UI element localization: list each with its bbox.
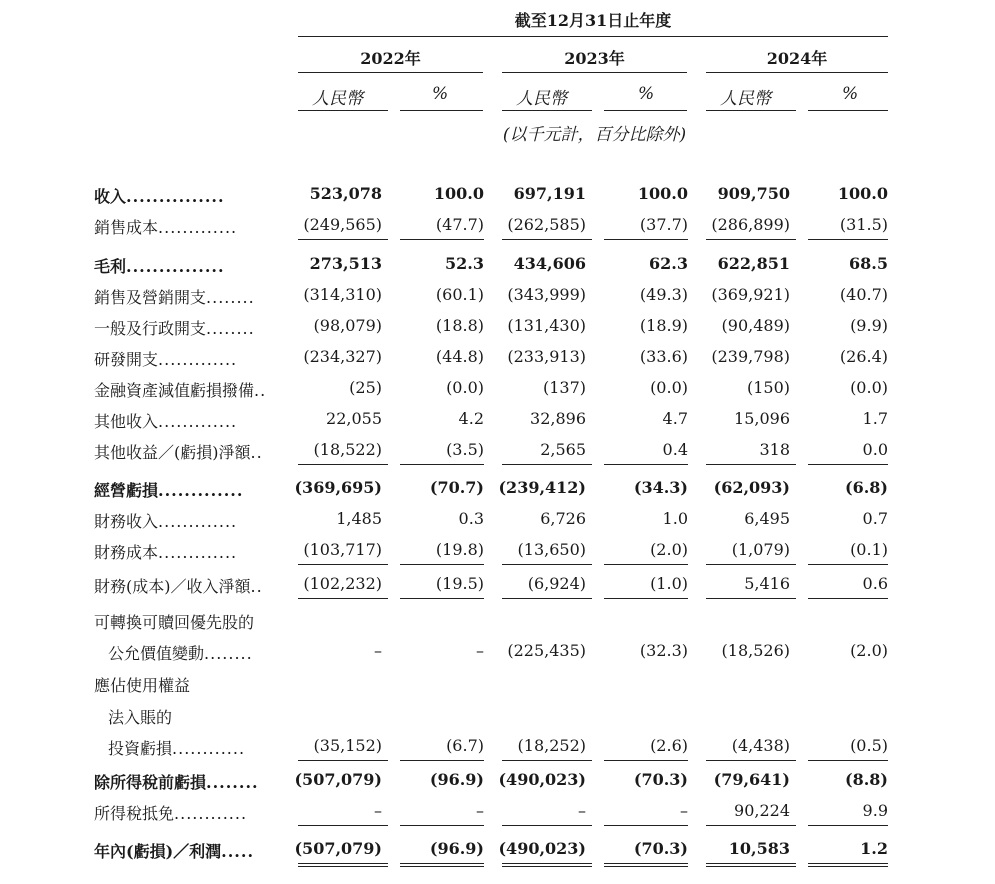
percent-cell: (19.5) — [435, 574, 484, 593]
percent-cell: (2.0) — [650, 540, 688, 559]
row-label-text: 財務(成本)／收入淨額 — [94, 577, 251, 596]
row-label-text: 其他收入 — [94, 412, 159, 431]
currency-2022: 人民幣 — [312, 89, 363, 109]
subtotal-underline — [400, 825, 484, 826]
amount-cell: 1,485 — [336, 509, 382, 528]
amount-cell: 697,191 — [513, 184, 586, 203]
amount-cell: (314,310) — [303, 285, 382, 304]
percent-cell: – — [476, 801, 484, 820]
row-label-text: 財務收入 — [94, 512, 159, 531]
percent-cell: (1.0) — [650, 574, 688, 593]
row-label — [108, 705, 172, 728]
leader-dots: ............... — [126, 257, 225, 276]
amount-cell: (225,435) — [507, 641, 586, 660]
subtotal-underline — [604, 239, 688, 240]
subtotal-underline — [604, 564, 688, 565]
period-underline — [298, 36, 888, 37]
row-label-text: 年內(虧損)／利潤 — [94, 842, 222, 861]
amount-cell: (249,565) — [303, 215, 382, 234]
amount-cell: 32,896 — [530, 409, 586, 428]
percent-cell: (70.7) — [429, 478, 484, 497]
row-label-text: 應佔使用權益 — [94, 676, 191, 695]
row-label-text: 法入賬的 — [108, 708, 173, 727]
leader-dots: ........ — [206, 288, 255, 307]
amount-cell: 622,851 — [717, 254, 790, 273]
percent-cell: 4.2 — [458, 409, 484, 428]
leader-dots: ............ — [174, 804, 248, 823]
percent-cell: (26.4) — [839, 347, 888, 366]
percent-cell: (37.7) — [639, 215, 688, 234]
amount-cell: (137) — [542, 378, 586, 397]
percent-cell: (19.8) — [435, 540, 484, 559]
amount-cell: (239,412) — [498, 478, 586, 497]
leader-dots: .. — [254, 381, 267, 400]
amount-cell: (18,522) — [313, 440, 382, 459]
row-label — [94, 610, 254, 633]
percent-2024: % — [842, 84, 859, 104]
percent-cell: (47.7) — [435, 215, 484, 234]
amount-cell: (13,650) — [517, 540, 586, 559]
row-label-text: 研發開支 — [94, 350, 159, 369]
percent-cell: (49.3) — [639, 285, 688, 304]
subtotal-underline — [298, 598, 388, 599]
percent-cell: (18.8) — [435, 316, 484, 335]
percent-cell: 62.3 — [649, 254, 688, 273]
year-underline-2023 — [502, 72, 687, 73]
subtotal-underline — [808, 239, 888, 240]
subtotal-underline — [706, 464, 796, 465]
currency-2024: 人民幣 — [720, 89, 771, 109]
amount-cell: (150) — [746, 378, 790, 397]
percent-cell: (6.8) — [845, 478, 888, 497]
amount-cell: 10,583 — [728, 839, 790, 858]
amount-cell: 2,565 — [540, 440, 586, 459]
amount-cell: 434,606 — [513, 254, 586, 273]
row-label-text: 經營虧損 — [94, 481, 159, 500]
total-double-underline — [298, 863, 388, 867]
amount-cell: (62,093) — [713, 478, 790, 497]
subtotal-underline — [298, 564, 388, 565]
leader-dots: .. — [250, 443, 263, 462]
percent-cell: 100.0 — [637, 184, 688, 203]
amount-cell: (507,079) — [294, 839, 382, 858]
row-label — [108, 641, 253, 664]
amount-cell: (490,023) — [498, 770, 586, 789]
amount-cell: (369,695) — [294, 478, 382, 497]
percent-cell: (60.1) — [435, 285, 484, 304]
amount-cell: (90,489) — [721, 316, 790, 335]
subtotal-underline — [400, 239, 484, 240]
percent-cell: (70.3) — [633, 839, 688, 858]
row-label — [94, 509, 237, 532]
subtotal-underline — [604, 825, 688, 826]
percent-cell: 0.0 — [862, 440, 888, 459]
row-label — [94, 316, 255, 339]
percent-cell: 100.0 — [837, 184, 888, 203]
total-double-underline — [400, 863, 484, 867]
amount-cell: 523,078 — [309, 184, 382, 203]
percent-cell: 0.6 — [862, 574, 888, 593]
subtotal-underline — [706, 564, 796, 565]
amount-cell: (233,913) — [507, 347, 586, 366]
amount-cell: (286,899) — [711, 215, 790, 234]
subtotal-underline — [706, 239, 796, 240]
total-double-underline — [706, 863, 796, 867]
subtotal-underline — [604, 598, 688, 599]
subtotal-underline — [808, 564, 888, 565]
row-label-text: 金融資產減值虧損撥備 — [94, 381, 255, 400]
amount-cell: (507,079) — [294, 770, 382, 789]
percent-cell: (96.9) — [429, 839, 484, 858]
year-underline-2024 — [706, 72, 888, 73]
percent-cell: (33.6) — [639, 347, 688, 366]
subtotal-underline — [808, 464, 888, 465]
row-label-text: 財務成本 — [94, 543, 159, 562]
percent-cell: (0.5) — [850, 736, 888, 755]
row-label — [94, 839, 254, 862]
subtotal-underline — [400, 598, 484, 599]
row-label-text: 投資虧損 — [108, 739, 173, 758]
amount-cell: (262,585) — [507, 215, 586, 234]
currency-2023: 人民幣 — [516, 89, 567, 109]
year-2022: 2022年 — [360, 49, 421, 68]
amount-cell: (4,438) — [731, 736, 790, 755]
amount-cell: (343,999) — [507, 285, 586, 304]
subtotal-underline — [298, 239, 388, 240]
amount-cell: 6,726 — [540, 509, 586, 528]
percent-cell: (3.5) — [446, 440, 484, 459]
percent-underline — [604, 110, 687, 111]
subtotal-underline — [808, 760, 888, 761]
percent-2023: % — [638, 84, 655, 104]
row-label-text: 毛利 — [94, 257, 127, 276]
percent-cell: 0.4 — [662, 440, 688, 459]
year-2023: 2023年 — [564, 49, 625, 68]
percent-2022: % — [432, 84, 449, 104]
leader-dots: ........ — [206, 319, 255, 338]
subtotal-underline — [298, 825, 388, 826]
percent-cell: (70.3) — [633, 770, 688, 789]
row-label — [94, 574, 263, 597]
row-label — [94, 673, 190, 696]
row-label-text: 所得稅抵免 — [94, 804, 175, 823]
percent-cell: (8.8) — [845, 770, 888, 789]
year-2024: 2024年 — [766, 49, 828, 68]
amount-cell: (18,252) — [517, 736, 586, 755]
amount-cell: (490,023) — [498, 839, 586, 858]
subtotal-underline — [502, 239, 592, 240]
subtotal-underline — [808, 825, 888, 826]
percent-cell: (2.6) — [650, 736, 688, 755]
period-header: 截至12月31日止年度 — [514, 11, 672, 30]
row-label-text: 除所得稅前虧損 — [94, 773, 207, 792]
leader-dots: ..... — [221, 842, 255, 861]
leader-dots: ............. — [158, 481, 244, 500]
row-label-text: 可轉換可贖回優先股的 — [94, 613, 255, 632]
row-label — [94, 215, 237, 238]
subtotal-underline — [502, 825, 592, 826]
leader-dots: ............. — [158, 512, 238, 531]
subtotal-underline — [706, 825, 796, 826]
row-label — [94, 801, 247, 824]
row-label — [94, 285, 255, 308]
total-double-underline — [604, 863, 688, 867]
row-label-text: 公允價值變動 — [108, 644, 205, 663]
amount-cell: – — [374, 801, 382, 820]
amount-cell: (102,232) — [303, 574, 382, 593]
percent-cell: – — [680, 801, 688, 820]
subtotal-underline — [502, 598, 592, 599]
subtotal-underline — [298, 760, 388, 761]
row-label-text: 銷售及營銷開支 — [94, 288, 207, 307]
leader-dots: ........ — [206, 773, 259, 792]
total-double-underline — [808, 863, 888, 867]
amount-cell: (98,079) — [313, 316, 382, 335]
amount-cell: (35,152) — [313, 736, 382, 755]
subtotal-underline — [298, 464, 388, 465]
percent-cell: (40.7) — [839, 285, 888, 304]
percent-cell: (2.0) — [850, 641, 888, 660]
row-label — [94, 254, 225, 277]
amount-cell: (369,921) — [711, 285, 790, 304]
amount-cell: 909,750 — [717, 184, 790, 203]
amount-cell: (79,641) — [713, 770, 790, 789]
amount-cell: 90,224 — [734, 801, 790, 820]
currency-underline — [706, 110, 796, 111]
amount-cell: (25) — [349, 378, 382, 397]
percent-cell: (31.5) — [839, 215, 888, 234]
amount-cell: (6,924) — [527, 574, 586, 593]
percent-cell: (6.7) — [446, 736, 484, 755]
row-label — [94, 347, 237, 370]
row-label — [108, 736, 245, 759]
amount-cell: – — [578, 801, 586, 820]
amount-cell: (239,798) — [711, 347, 790, 366]
year-underline-2022 — [298, 72, 483, 73]
leader-dots: ........ — [204, 644, 253, 663]
amount-cell: (234,327) — [303, 347, 382, 366]
subtotal-underline — [604, 464, 688, 465]
amount-cell: 273,513 — [309, 254, 382, 273]
percent-cell: (0.0) — [850, 378, 888, 397]
amount-cell: (103,717) — [303, 540, 382, 559]
subtotal-underline — [502, 564, 592, 565]
row-label — [94, 540, 237, 563]
row-label — [94, 184, 225, 207]
percent-cell: 52.3 — [445, 254, 484, 273]
row-label — [94, 770, 259, 793]
row-label — [94, 409, 237, 432]
leader-dots: ............. — [158, 218, 238, 237]
total-double-underline — [502, 863, 592, 867]
subtotal-underline — [502, 760, 592, 761]
percent-cell: 68.5 — [849, 254, 888, 273]
amount-cell: (131,430) — [507, 316, 586, 335]
subtotal-underline — [400, 564, 484, 565]
unit-note: (以千元計，百分比除外) — [502, 125, 687, 145]
percent-cell: (32.3) — [639, 641, 688, 660]
percent-cell: – — [476, 641, 484, 660]
leader-dots: ............ — [172, 739, 246, 758]
row-label — [94, 440, 263, 463]
subtotal-underline — [502, 464, 592, 465]
row-label-text: 銷售成本 — [94, 218, 159, 237]
subtotal-underline — [808, 598, 888, 599]
percent-underline — [808, 110, 888, 111]
percent-cell: 100.0 — [433, 184, 484, 203]
percent-cell: (0.0) — [650, 378, 688, 397]
percent-cell: 0.7 — [862, 509, 888, 528]
percent-cell: 0.3 — [458, 509, 484, 528]
percent-cell: (0.0) — [446, 378, 484, 397]
amount-cell: 6,495 — [744, 509, 790, 528]
amount-cell: 15,096 — [734, 409, 790, 428]
percent-cell: (44.8) — [435, 347, 484, 366]
subtotal-underline — [400, 760, 484, 761]
row-label — [94, 478, 243, 501]
percent-cell: 1.2 — [860, 839, 888, 858]
subtotal-underline — [604, 760, 688, 761]
amount-cell: (18,526) — [721, 641, 790, 660]
subtotal-underline — [706, 760, 796, 761]
percent-cell: (0.1) — [850, 540, 888, 559]
currency-underline — [502, 110, 592, 111]
percent-cell: 4.7 — [662, 409, 688, 428]
row-label — [94, 378, 266, 401]
amount-cell: 22,055 — [326, 409, 382, 428]
leader-dots: ............. — [158, 543, 238, 562]
row-label-text: 收入 — [94, 187, 127, 206]
percent-underline — [400, 110, 483, 111]
leader-dots: ............... — [126, 187, 225, 206]
percent-cell: 1.0 — [662, 509, 688, 528]
subtotal-underline — [400, 464, 484, 465]
percent-cell: (18.9) — [639, 316, 688, 335]
percent-cell: (96.9) — [429, 770, 484, 789]
row-label-text: 其他收益／(虧損)淨額 — [94, 443, 251, 462]
leader-dots: ............. — [158, 412, 238, 431]
leader-dots: .. — [250, 577, 263, 596]
percent-cell: 9.9 — [862, 801, 888, 820]
percent-cell: 1.7 — [862, 409, 888, 428]
row-label-text: 一般及行政開支 — [94, 319, 207, 338]
subtotal-underline — [706, 598, 796, 599]
amount-cell: 318 — [759, 440, 790, 459]
amount-cell: – — [374, 641, 382, 660]
leader-dots: ............. — [158, 350, 238, 369]
currency-underline — [298, 110, 388, 111]
amount-cell: 5,416 — [744, 574, 790, 593]
percent-cell: (9.9) — [850, 316, 888, 335]
percent-cell: (34.3) — [633, 478, 688, 497]
amount-cell: (1,079) — [731, 540, 790, 559]
